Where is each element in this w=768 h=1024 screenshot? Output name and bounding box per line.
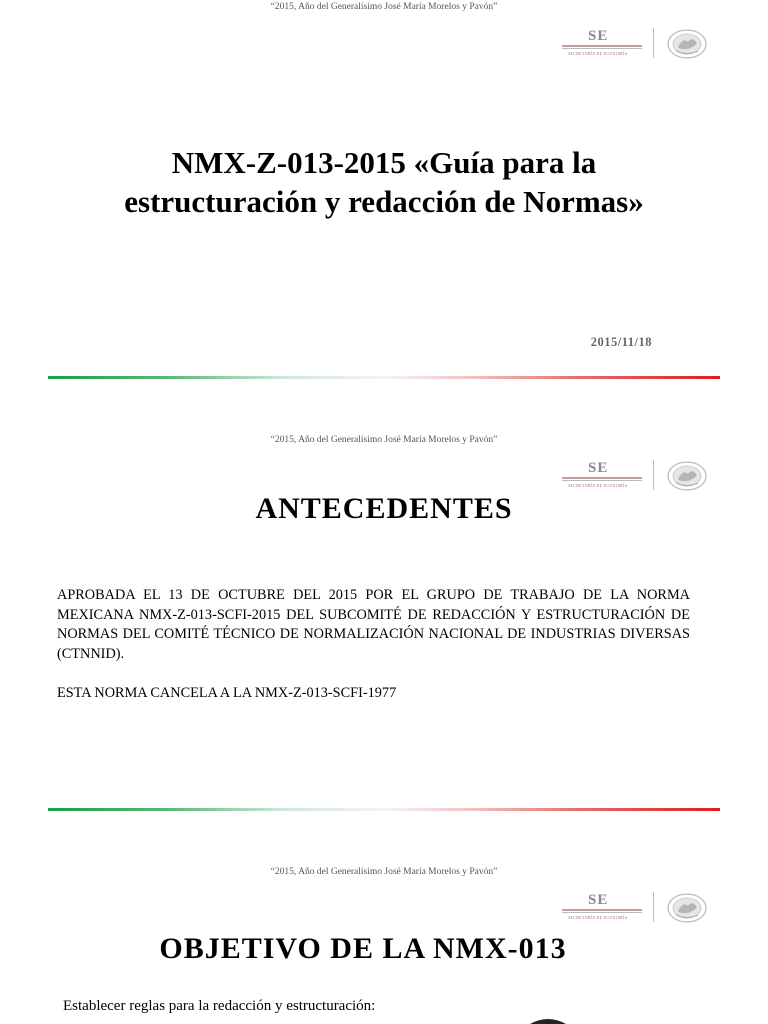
logo-line: [562, 480, 642, 481]
se-logo-subtitle: SECRETARÍA DE ECONOMÍA: [568, 51, 628, 56]
se-logo-text: SE: [588, 892, 609, 908]
header-slogan: “2015, Año del Generalísimo José María Morelos y Pavón”: [270, 2, 498, 12]
slide-title: [0, 0, 768, 432]
logo-divider: [653, 28, 654, 58]
title-line-1: NMX-Z-013-2015 «Guía para la: [171, 145, 597, 180]
logo-line: [562, 48, 642, 49]
se-logo: [560, 460, 710, 494]
presentation-title: [40, 143, 728, 221]
flag-gradient-rule: [48, 376, 720, 379]
coat-of-arms-icon: [666, 892, 708, 924]
logo-line: [562, 45, 642, 47]
antecedentes-paragraph: APROBADA EL 13 DE OCTUBRE DEL 2015 POR EL GRUPO DE TRABAJO DE LA NORMA MEXICANA NMX-Z-013-SCFI-2015 DEL SUBCOMITÉ DE REDACCIÓN Y ESTRUCTURACIÓN DE NORMAS DEL COMITÉ TÉCNICO DE NORMALIZACIÓN NACIONAL DE INDUSTRIAS DIVERSAS (CTNNID).: [57, 587, 690, 662]
se-logo-subtitle: SECRETARÍA DE ECONOMÍA: [568, 915, 628, 920]
objective-intro: Establecer reglas para la redacción y estructuración:: [63, 998, 376, 1014]
flag-gradient-rule: [48, 808, 720, 811]
section-heading: ANTECEDENTES: [255, 492, 513, 525]
coat-of-arms-icon: [666, 28, 708, 60]
logo-line: [562, 912, 642, 913]
slide-antecedentes: [0, 432, 768, 864]
logo-divider: [653, 460, 654, 490]
se-logo-text: SE: [588, 460, 609, 476]
coat-of-arms-icon: [666, 460, 708, 492]
header-slogan: “2015, Año del Generalísimo José María Morelos y Pavón”: [270, 867, 498, 877]
se-logo-text: SE: [588, 28, 609, 44]
se-logo-subtitle: SECRETARÍA DE ECONOMÍA: [568, 483, 628, 488]
logo-line: [562, 477, 642, 479]
logo-divider: [653, 892, 654, 922]
title-line-2: estructuración y redacción de Normas»: [124, 184, 644, 219]
slide-objetivo: [0, 864, 768, 1024]
presentation-date: 2015/11/18: [590, 335, 652, 349]
se-logo: [560, 28, 710, 62]
cancellation-note: ESTA NORMA CANCELA A LA NMX-Z-013-SCFI-1977: [57, 685, 397, 701]
logo-line: [562, 909, 642, 911]
section-heading: OBJETIVO DE LA NMX-013: [159, 932, 567, 965]
header-slogan: “2015, Año del Generalísimo José María Morelos y Pavón”: [270, 435, 498, 445]
se-logo: [560, 892, 710, 926]
decorative-shape: [528, 1014, 568, 1024]
